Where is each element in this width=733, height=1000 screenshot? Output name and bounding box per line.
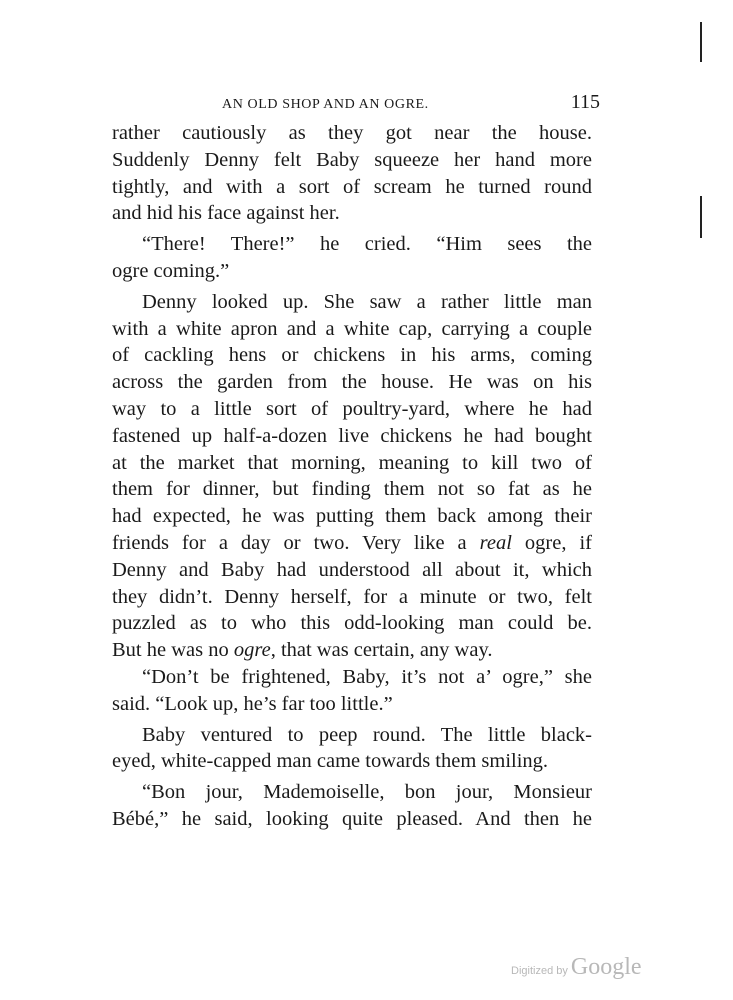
text-line: tightly, and with a sort of scream he turned round [112, 175, 592, 198]
text-line: at the market that morning, meaning to kill two of [112, 451, 592, 474]
text-line: across the garden from the house. He was on his [112, 371, 592, 394]
italic-word: ogre [233, 639, 271, 662]
text-run: But he was no [112, 639, 234, 662]
text-line: said. “Look up, he’s far too little.” [112, 692, 393, 715]
watermark-digitized-text: Digitized by [511, 965, 568, 977]
text-line: rather cautiously as they got near the house. [112, 122, 592, 144]
page-edge-mark [700, 22, 702, 62]
text-run: friends for a day or two. Very like a [112, 531, 480, 554]
text-line: they didn’t. Denny herself, for a minute or two, felt [112, 585, 592, 608]
text-line: puzzled as to who this odd-looking man could be. [112, 612, 592, 635]
google-logo-text: Google [570, 954, 642, 980]
page-edge-mark [700, 196, 702, 238]
text-line: “There! There!” he cried. “Him sees the [142, 233, 592, 256]
text-line: had expected, he was putting them back among their [112, 505, 592, 528]
digitized-by-google-watermark [511, 954, 642, 986]
text-line [112, 637, 592, 664]
page-number: 115 [570, 91, 600, 113]
text-line: with a white apron and a white cap, carrying a couple [112, 317, 592, 340]
text-run: ogre, if [511, 531, 592, 554]
text-line: way to a little sort of poultry-yard, where he had [112, 397, 592, 420]
text-line: Baby ventured to peep round. The little black- [142, 723, 592, 746]
text-line: Suddenly Denny felt Baby squeeze her hand more [112, 148, 592, 171]
text-line [112, 530, 592, 557]
text-line: Denny looked up. She saw a rather little man [142, 290, 592, 313]
text-line: “Don’t be frightened, Baby, it’s not a’ ogre,” she [142, 665, 592, 688]
text-line: of cackling hens or chickens in his arms, coming [112, 344, 592, 367]
text-line: ogre coming.” [112, 259, 230, 282]
text-line: Denny and Baby had understood all about it, which [112, 558, 592, 581]
text-line: “Bon jour, Mademoiselle, bon jour, Monsieur [142, 781, 592, 804]
running-title: AN OLD SHOP AND AN OGRE. [222, 97, 429, 112]
text-line: Bébé,” he said, looking quite pleased. And then he [112, 807, 592, 830]
text-line: them for dinner, but finding them not so fat as he [112, 478, 592, 501]
body-text [112, 120, 592, 833]
text-line: eyed, white-capped man came towards them smiling. [112, 750, 549, 773]
italic-word: real [479, 531, 512, 554]
text-line: fastened up half-a-dozen live chickens he had bought [112, 424, 592, 447]
text-run: , that was certain, any way. [270, 639, 493, 662]
running-header [222, 91, 600, 115]
text-line: and hid his face against her. [112, 202, 340, 225]
